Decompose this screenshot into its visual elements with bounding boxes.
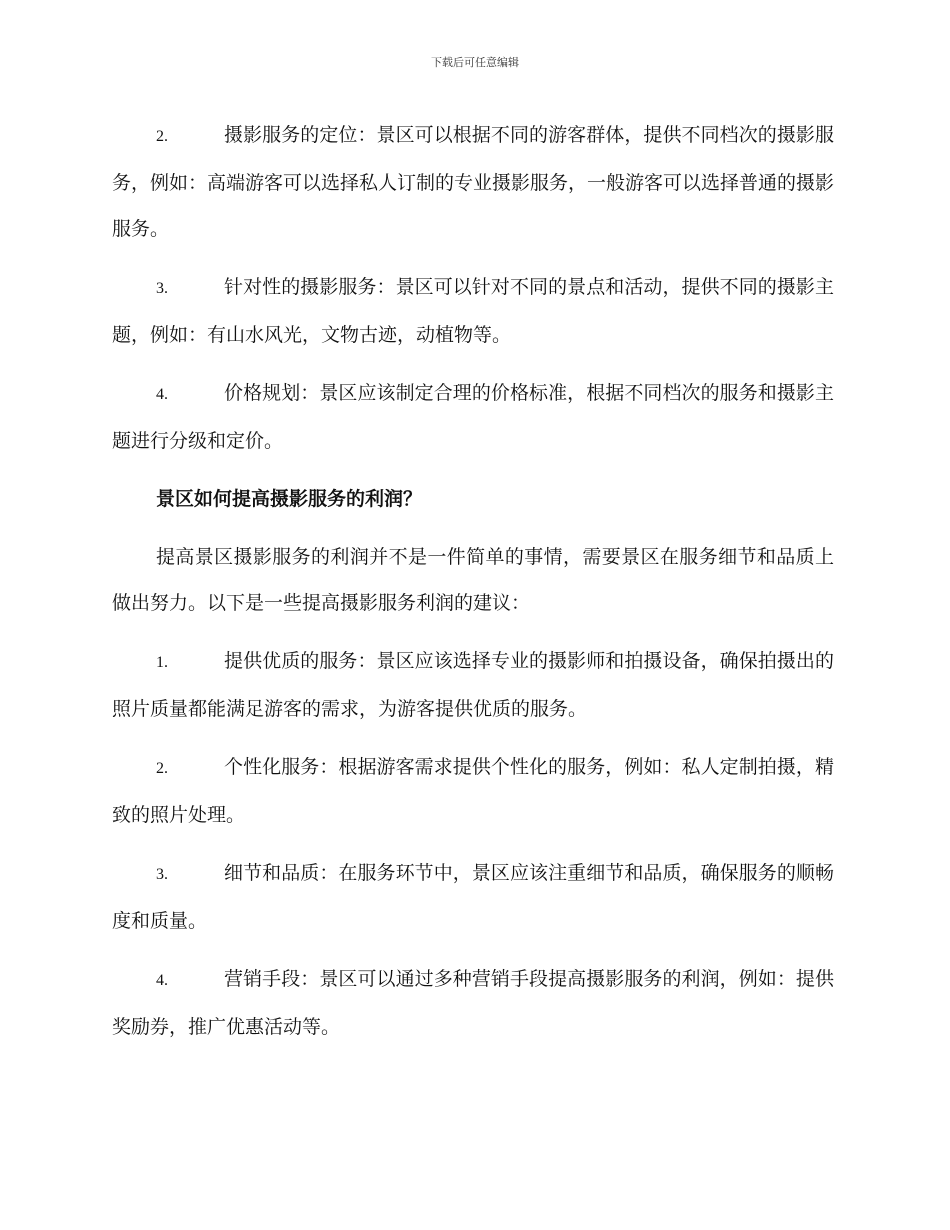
document-body (112, 112, 834, 1062)
list-number: 3. (156, 866, 168, 883)
list-number: 4. (156, 972, 168, 989)
list-number: 2. (156, 128, 168, 145)
list-item (112, 112, 834, 252)
list-number: 4. (156, 386, 168, 403)
section-intro: 提高景区摄影服务的利润并不是一件简单的事情，需要景区在服务细节和品质上做出努力。以下是一些提高摄影服务利润的建议： (112, 546, 834, 614)
list-item (112, 370, 834, 464)
list-number: 1. (156, 654, 168, 671)
list-item (112, 744, 834, 838)
list-text: 营销手段：景区可以通过多种营销手段提高摄影服务的利润，例如：提供奖励券，推广优惠活动等。 (112, 968, 834, 1038)
list-text: 摄影服务的定位：景区可以根据不同的游客群体，提供不同档次的摄影服务，例如：高端游客可以选择私人订制的专业摄影服务，一般游客可以选择普通的摄影服务。 (112, 124, 835, 240)
list-item (112, 956, 834, 1050)
list-item (112, 638, 834, 732)
list-text: 细节和品质：在服务环节中，景区应该注重细节和品质，确保服务的顺畅度和质量。 (112, 862, 834, 932)
list-text: 价格规划：景区应该制定合理的价格标准，根据不同档次的服务和摄影主题进行分级和定价。 (112, 382, 834, 452)
section-heading: 景区如何提高摄影服务的利润？ (156, 488, 423, 510)
list-text: 提供优质的服务：景区应该选择专业的摄影师和拍摄设备，确保拍摄出的照片质量都能满足游客的需求，为游客提供优质的服务。 (112, 650, 834, 720)
page-header-note: 下载后可任意编辑 (431, 56, 519, 69)
list-text: 个性化服务：根据游客需求提供个性化的服务，例如：私人定制拍摄，精致的照片处理。 (112, 756, 834, 826)
list-item (112, 264, 834, 358)
list-item (112, 850, 834, 944)
list-number: 2. (156, 760, 168, 777)
list-text: 针对性的摄影服务：景区可以针对不同的景点和活动，提供不同的摄影主题，例如：有山水风光，文物古迹，动植物等。 (112, 276, 834, 346)
list-number: 3. (156, 280, 168, 297)
